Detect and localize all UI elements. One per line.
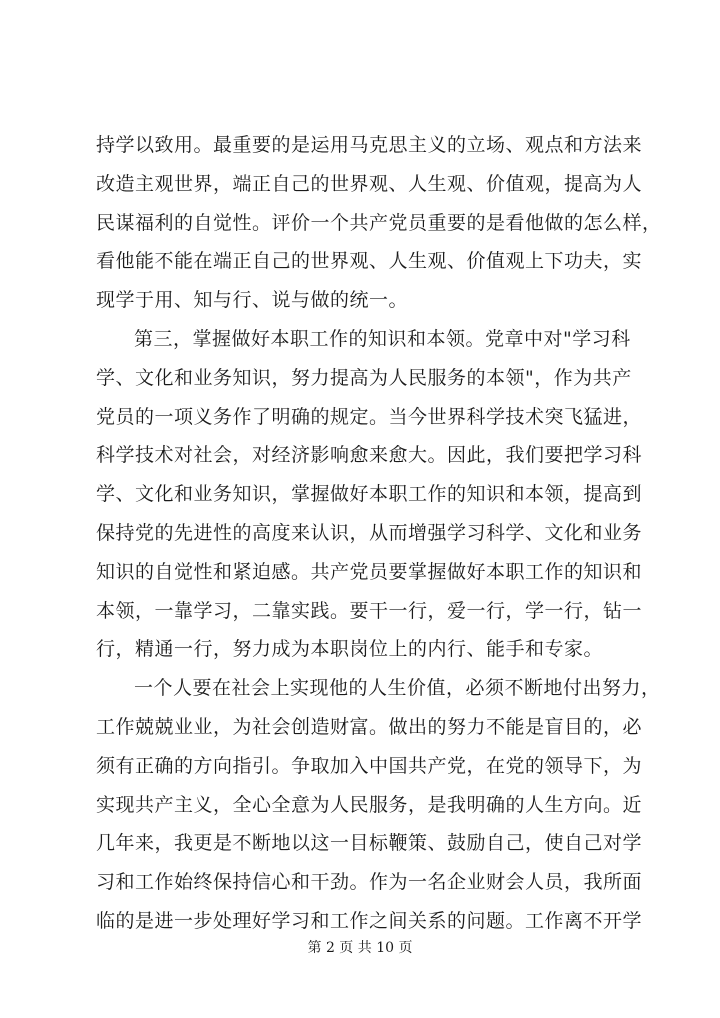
text-line: 党员的一项义务作了明确的规定。当今世界科学技术突飞猛进，	[96, 405, 643, 428]
text-line: 现学于用、知与行、说与做的统一。	[96, 289, 409, 312]
text-line: 持学以致用。最重要的是运用马克思主义的立场、观点和方法来	[96, 134, 643, 156]
paragraph-start-line: 第三，掌握做好本职工作的知识和本领。党章中对"学习科	[134, 327, 631, 350]
document-body	[96, 126, 662, 941]
text-line: 保持党的先进性的高度来认识，从而增强学习科学、文化和业务	[96, 521, 643, 544]
text-line: 改造主观世界，端正自己的世界观、人生观、价值观，提高为人	[96, 172, 643, 195]
text-line: 习和工作始终保持信心和干劲。作为一名企业财会人员，我所面	[96, 871, 643, 894]
text-line: 民谋福利的自觉性。评价一个共产党员重要的是看他做的怎么样，	[96, 211, 662, 234]
text-line: 学、文化和业务知识，努力提高为人民服务的本领"，作为共产	[96, 366, 632, 389]
text-line: 几年来，我更是不断地以这一目标鞭策、鼓励自己，使自己对学	[96, 832, 643, 855]
text-line: 工作兢兢业业，为社会创造财富。做出的努力不能是盲目的，必	[96, 715, 643, 738]
paragraph-start-line: 一个人要在社会上实现他的人生价值，必须不断地付出努力，	[134, 677, 661, 700]
text-line: 科学技术对社会，对经济影响愈来愈大。因此，我们要把学习科	[96, 444, 643, 467]
text-line: 临的是进一步处理好学习和工作之间关系的问题。工作离不开学	[96, 909, 643, 932]
page-number: 第 2 页 共 10 页	[307, 940, 413, 956]
text-line: 须有正确的方向指引。争取加入中国共产党，在党的领导下，为	[96, 754, 643, 777]
text-line: 行，精通一行，努力成为本职岗位上的内行、能手和专家。	[96, 638, 604, 661]
text-line: 看他能不能在端正自己的世界观、人生观、价值观上下功夫，实	[96, 250, 643, 273]
page-footer	[0, 937, 720, 957]
text-line: 学、文化和业务知识，掌握做好本职工作的知识和本领，提高到	[96, 483, 643, 506]
text-line: 实现共产主义，全心全意为人民服务，是我明确的人生方向。近	[96, 793, 643, 816]
text-line: 本领，一靠学习，二靠实践。要干一行，爱一行，学一行，钻一	[96, 599, 643, 622]
text-line: 知识的自觉性和紧迫感。共产党员要掌握做好本职工作的知识和	[96, 560, 643, 583]
